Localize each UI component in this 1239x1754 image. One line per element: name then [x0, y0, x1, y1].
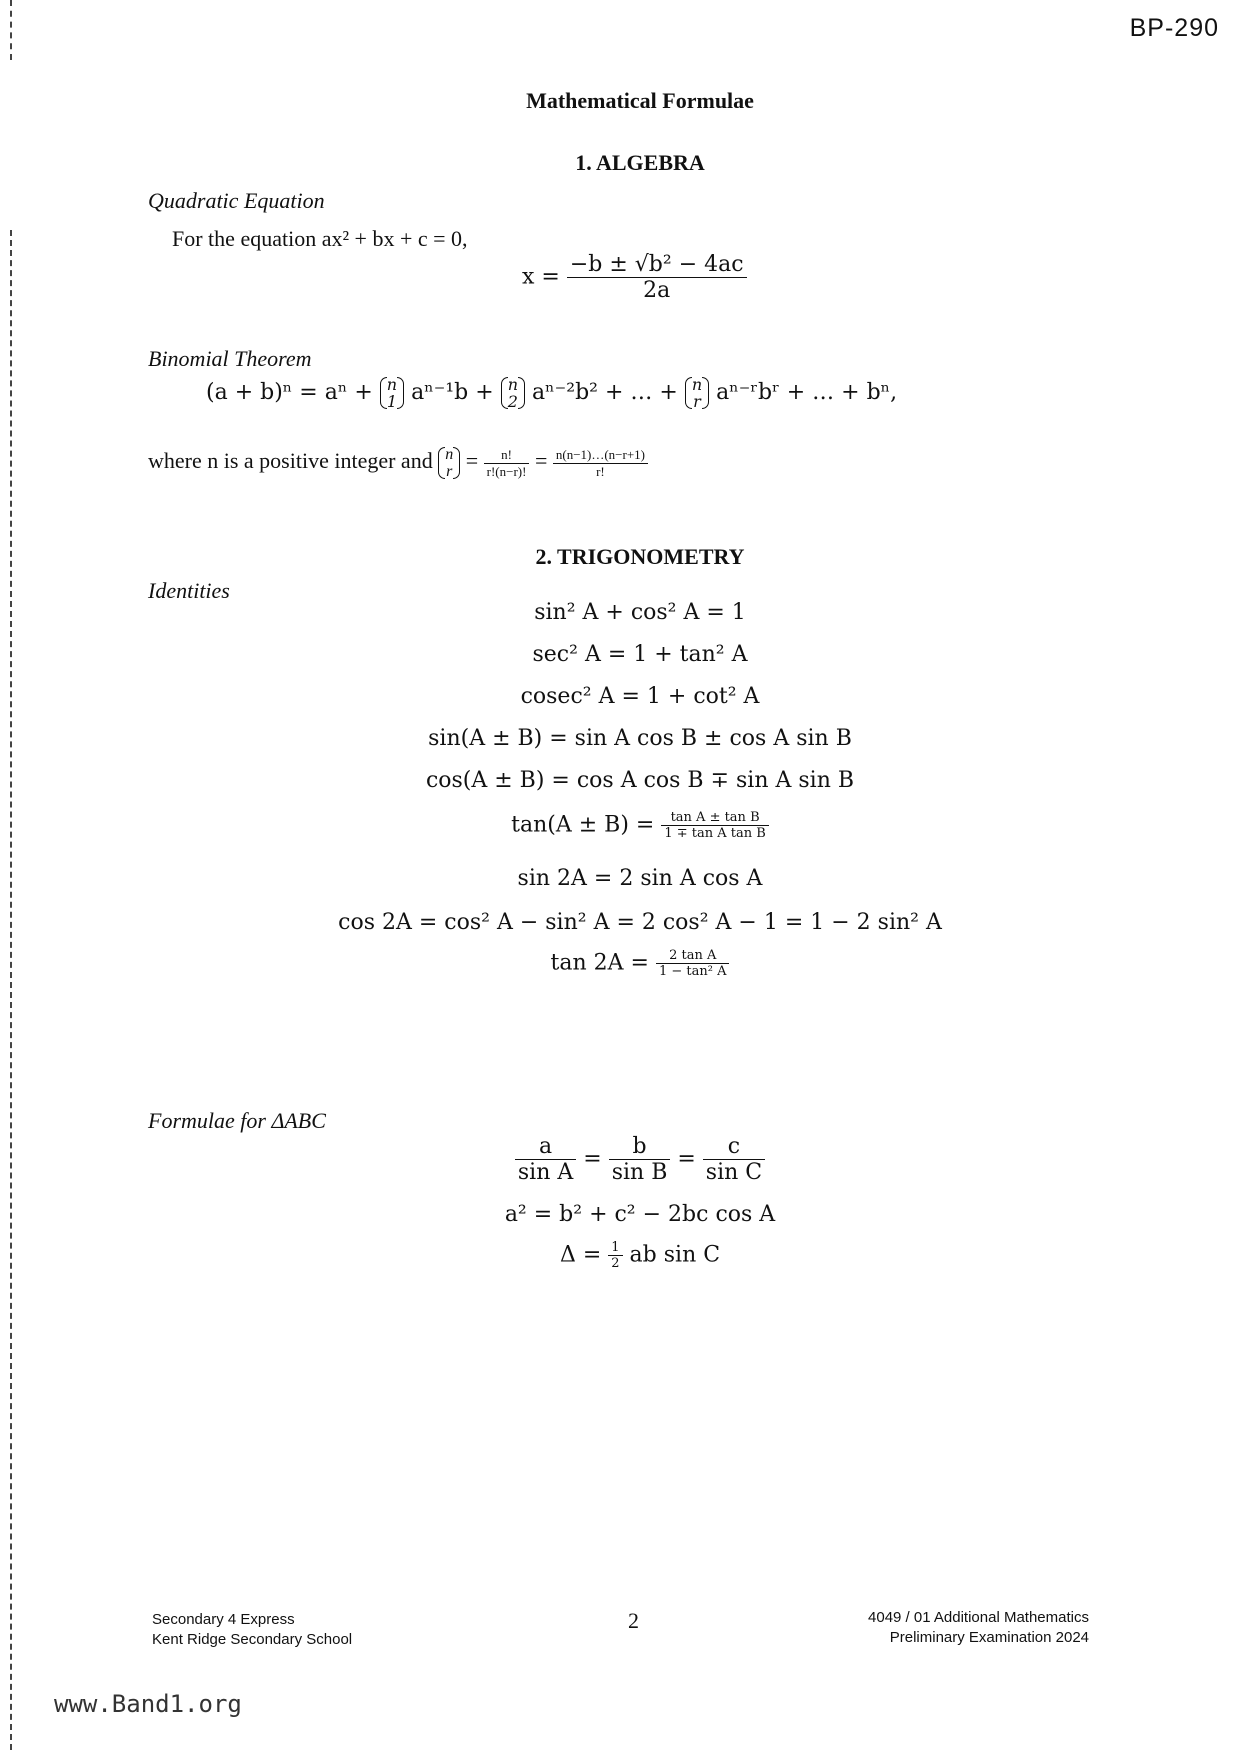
tan2a-den: 1 − tan² A — [658, 964, 727, 979]
binomial-coeff-r: n r — [685, 376, 709, 410]
quadratic-numerator: −b ± √b² − 4ac — [567, 252, 747, 278]
sine-rule-c — [703, 1134, 765, 1185]
area-rhs: ab sin C — [629, 1242, 721, 1268]
sine-rule — [0, 1134, 1239, 1185]
quadratic-lhs: x = — [522, 264, 560, 290]
binomial-frac2-num: n(n−1)…(n−r+1) — [553, 447, 648, 464]
footer-school: Kent Ridge Secondary School — [152, 1631, 353, 1648]
sine-rule-a — [515, 1134, 576, 1185]
binomial-label: Binomial Theorem — [148, 346, 312, 371]
sine-rule-b-den: sin B — [611, 1160, 668, 1185]
tan2a-num: 2 tan A — [656, 948, 730, 964]
tan-sum-fraction — [661, 810, 768, 841]
identities-label: Identities — [148, 578, 230, 603]
binomial-coeff-1: n 1 — [380, 376, 404, 410]
tan-sum-lhs: tan(A ± B) = — [511, 812, 655, 838]
quadratic-denominator: 2a — [643, 278, 671, 303]
sine-rule-a-den: sin A — [517, 1160, 574, 1185]
sine-rule-b-num: b — [609, 1134, 671, 1160]
sine-rule-eq-2: = — [677, 1146, 696, 1172]
tan2a-identity — [0, 948, 1239, 979]
binomial-coeff-nr: n r — [438, 446, 460, 480]
margin-mark — [10, 0, 12, 60]
identity-5: cos(A ± B) = cos A cos B ∓ sin A sin B — [425, 768, 855, 793]
binomial-frac-1 — [484, 447, 530, 480]
identity-4: sin(A ± B) = sin A cos B ± cos A sin B — [428, 726, 852, 751]
binomial-frac1-den: r!(n−r)! — [486, 463, 527, 479]
sine-rule-a-num: a — [515, 1134, 576, 1160]
cosine-rule: a² = b² + c² − 2bc cos A — [504, 1202, 776, 1227]
binomial-coeff-2: n 2 — [501, 376, 525, 410]
binomial-eq-1: = — [465, 448, 479, 474]
tan-sum-identity — [0, 810, 1239, 841]
area-half-num: 1 — [608, 1240, 622, 1256]
quadratic-fraction — [567, 252, 747, 303]
watermark: www.Band1.org — [54, 1690, 242, 1718]
area-lhs: Δ = — [559, 1242, 602, 1268]
quadratic-intro: For the equation ax² + bx + c = 0, — [172, 226, 468, 251]
page-title: Mathematical Formulae — [526, 88, 754, 113]
sine-rule-b — [609, 1134, 671, 1185]
area-half — [608, 1240, 622, 1271]
binomial-term2: aⁿ⁻²b² + … + — [532, 380, 678, 405]
quadratic-formula — [522, 252, 747, 303]
document-code: BP-290 — [1129, 14, 1219, 42]
footer-subject: 4049 / 01 Additional Mathematics — [868, 1609, 1089, 1626]
quadratic-label: Quadratic Equation — [148, 188, 325, 213]
tan-sum-den: 1 ∓ tan A tan B — [664, 826, 766, 841]
page-number: 2 — [628, 1608, 639, 1633]
binomial-eq-2: = — [534, 448, 548, 474]
identity-2: sec² A = 1 + tan² A — [532, 642, 748, 667]
binomial-where — [148, 446, 648, 480]
sin2a-identity: sin 2A = 2 sin A cos A — [517, 866, 763, 891]
binomial-where-text: where n is a positive integer and — [148, 448, 433, 474]
margin-mark — [10, 230, 12, 1750]
binomial-expansion — [206, 376, 897, 410]
binomial-start: (a + b)ⁿ = aⁿ + — [206, 380, 373, 405]
triangle-label: Formulae for ΔABC — [148, 1108, 326, 1133]
cos2a-identity: cos 2A = cos² A − sin² A = 2 cos² A − 1 = 1 − 2 sin² A — [338, 910, 942, 935]
binomial-frac-2 — [553, 447, 648, 480]
sine-rule-eq-1: = — [583, 1146, 602, 1172]
binomial-frac2-den: r! — [596, 463, 605, 479]
footer-exam: Preliminary Examination 2024 — [889, 1629, 1089, 1646]
trigonometry-heading: 2. TRIGONOMETRY — [535, 544, 745, 569]
binomial-frac1-num: n! — [484, 447, 530, 464]
identity-3: cosec² A = 1 + cot² A — [520, 684, 760, 709]
sine-rule-c-num: c — [703, 1134, 765, 1160]
footer-left — [152, 1610, 352, 1650]
algebra-heading: 1. ALGEBRA — [575, 150, 705, 175]
binomial-term1: aⁿ⁻¹b + — [411, 380, 494, 405]
area-half-den: 2 — [611, 1256, 620, 1271]
tan-sum-num: tan A ± tan B — [661, 810, 768, 826]
binomial-termr: aⁿ⁻ʳbʳ + … + bⁿ, — [716, 380, 898, 405]
area-formula — [0, 1240, 1239, 1271]
tan2a-fraction — [656, 948, 730, 979]
tan2a-lhs: tan 2A = — [550, 950, 649, 976]
footer-right — [868, 1608, 1089, 1648]
sine-rule-c-den: sin C — [705, 1160, 763, 1185]
footer-level: Secondary 4 Express — [152, 1611, 295, 1628]
identity-1: sin² A + cos² A = 1 — [534, 600, 746, 625]
